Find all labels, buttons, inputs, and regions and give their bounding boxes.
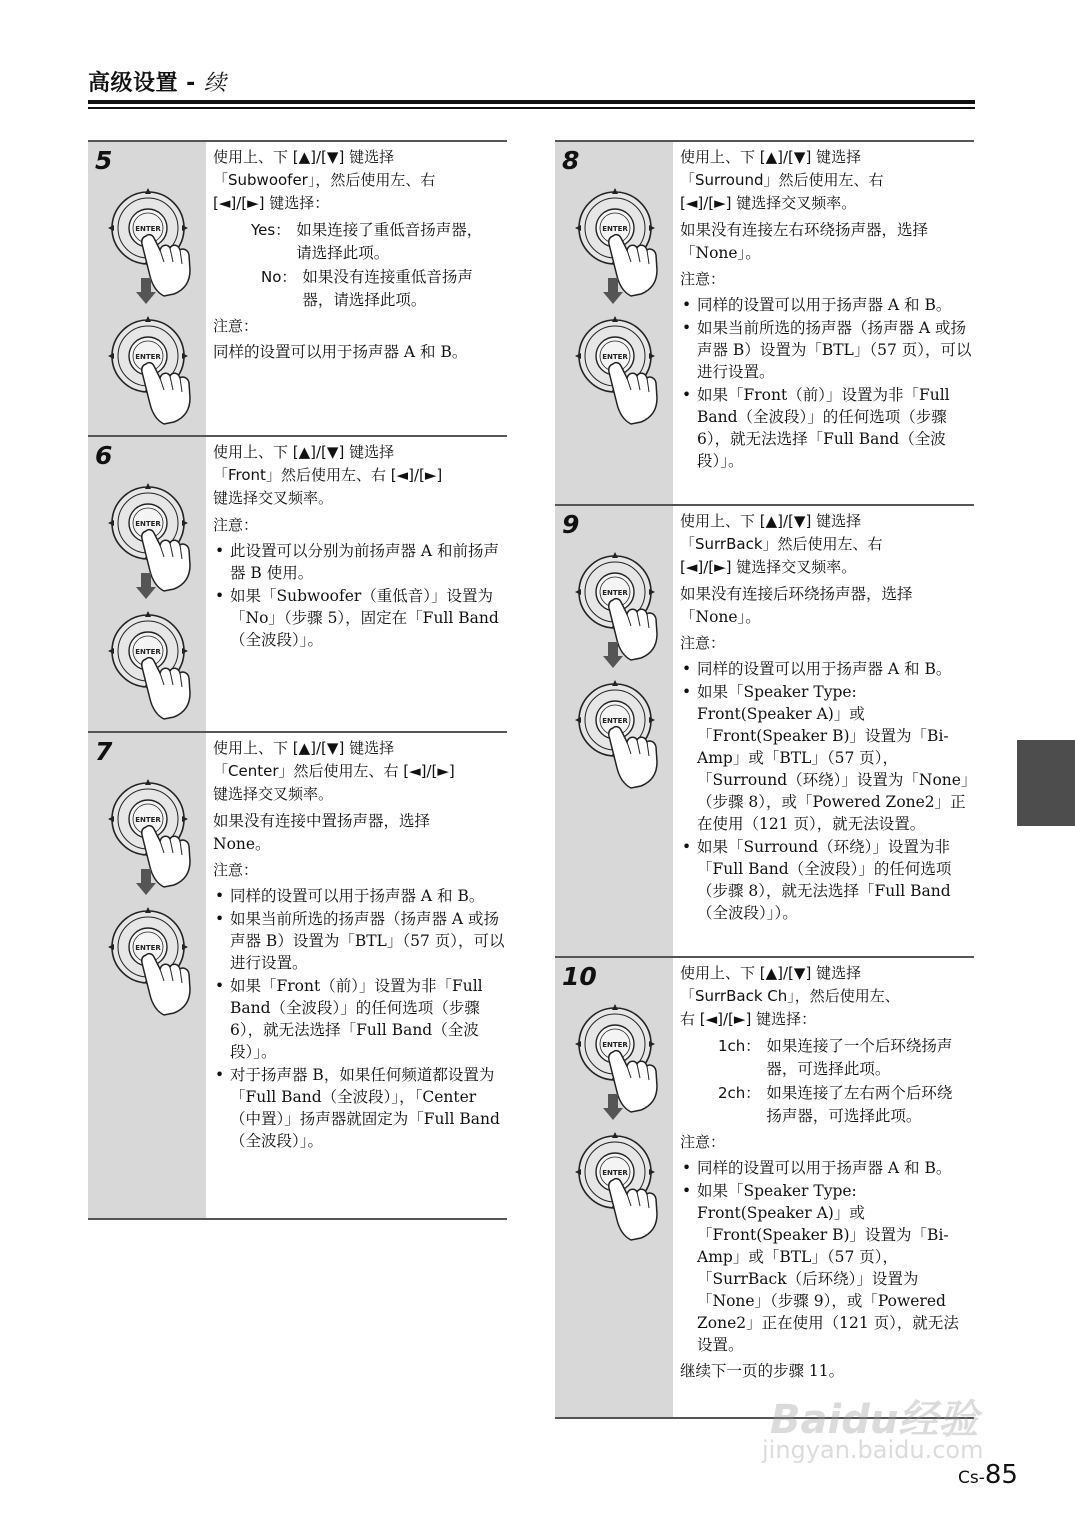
instruction-line: 使用上、下 [▲]/[▼] 键选择: [680, 964, 862, 982]
note-bullet: • 如果当前所选的扬声器（扬声器 A 或扬声器 B）设置为「BTL」（57 页），可以进行设置。: [213, 908, 505, 974]
remote-dial-enter-icon: [565, 670, 665, 792]
option-key: 2ch：: [718, 1084, 761, 1102]
step-instruction: [213, 737, 505, 806]
step-8: [555, 140, 974, 505]
step-7: [88, 731, 507, 1220]
step-extra-text: 如果没有连接中置扬声器，选择 None。: [213, 812, 431, 853]
remote-dial-enter-icon: [98, 306, 198, 428]
instruction-line: 键选择交叉频率。: [213, 489, 334, 507]
instruction-line: 「Center」然后使用左、右 [◄]/[►]: [213, 762, 455, 780]
page-number-prefix: Cs-: [958, 1468, 985, 1488]
step-10: [555, 956, 974, 1419]
step-6-illustration-panel: [88, 437, 206, 732]
page-number: [958, 1460, 1018, 1490]
chapter-tab-marker: [1017, 740, 1075, 826]
instruction-line: [◄]/[►] 键选择：: [213, 194, 330, 212]
step-10-illustration-panel: [555, 958, 673, 1417]
instruction-line: [◄]/[►] 键选择交叉频率。: [680, 558, 857, 576]
arrow-down-icon: [136, 278, 156, 306]
page-number-value: 85: [984, 1460, 1018, 1490]
note-label: 注意：: [213, 317, 259, 335]
step-instruction: [680, 146, 972, 215]
step-8-text: [673, 142, 974, 505]
instruction-line: 键选择交叉频率。: [213, 785, 334, 803]
instruction-line: 「Surround」然后使用左、右: [680, 171, 884, 189]
instruction-line: [◄]/[►] 键选择交叉频率。: [680, 194, 857, 212]
remote-dial-enter-icon: [565, 306, 665, 428]
note-bullet: • 如果当前所选的扬声器（扬声器 A 或扬声器 B）设置为「BTL」（57 页），可以进行设置。: [680, 317, 972, 383]
note-bullets: [680, 1157, 972, 1356]
option-2ch: [680, 1082, 972, 1128]
option-text: 如果连接了一个后环绕扬声器，可选择此项。: [766, 1037, 953, 1078]
note-label: 注意：: [680, 270, 726, 288]
arrow-down-icon: [603, 1094, 623, 1122]
header-rule-thin: [88, 107, 975, 109]
note-bullet: • 如果「Front（前）」设置为非「Full Band（全波段）」的任何选项（步骤 6），就无法选择「Full Band（全波段）」。: [680, 384, 972, 472]
step-instruction: [680, 962, 972, 1031]
option-yes: [213, 219, 505, 265]
step-10-text: [673, 958, 974, 1417]
option-no: [213, 266, 505, 312]
instruction-line: 「Front」然后使用左、右 [◄]/[►]: [213, 466, 443, 484]
note-label: 注意：: [213, 516, 259, 534]
note-bullet: • 此设置可以分别为前扬声器 A 和前扬声器 B 使用。: [213, 540, 505, 584]
step-5: [88, 140, 507, 436]
option-text: 如果没有连接重低音扬声器，请选择此项。: [302, 268, 473, 309]
note-bullet: • 如果「Speaker Type: Front(Speaker A)」或「Front(Speaker B)」设置为「Bi-Amp」或「BTL」（57 页），「SurrBack（后环绕）」设置为「None」（步骤 9），或「Powered Zone2」正在使用（121 页），就无法设置。: [680, 1180, 972, 1356]
header-continued: 续: [203, 71, 227, 96]
arrow-down-icon: [136, 573, 156, 601]
option-key: No：: [261, 268, 297, 286]
note-bullet: • 同样的设置可以用于扬声器 A 和 B。: [680, 658, 972, 680]
step-number: 10: [562, 962, 597, 991]
note-bullet: • 同样的设置可以用于扬声器 A 和 B。: [213, 885, 505, 907]
watermark-brand: Baidu经验: [770, 1397, 979, 1443]
step-5-illustration-panel: [88, 142, 206, 436]
instruction-line: 「Subwoofer」，然后使用左、右: [213, 171, 436, 189]
step-6: [88, 435, 507, 732]
note-bullets: [213, 885, 505, 1152]
continue-note: 继续下一页的步骤 11。: [680, 1362, 845, 1380]
instruction-line: 使用上、下 [▲]/[▼] 键选择: [213, 739, 395, 757]
note-bullet: • 如果「Surround（环绕）」设置为非「Full Band（全波段）」的任何选项（步骤 8），就无法选择「Full Band（全波段）」）。: [680, 836, 972, 924]
step-6-text: [206, 437, 507, 732]
step-instruction: [213, 441, 505, 510]
step-number: 9: [562, 510, 580, 539]
note-bullet: • 对于扬声器 B，如果任何频道都设置为「Full Band（全波段）」，「Center（中置）」扬声器就固定为「Full Band（全波段）」。: [213, 1064, 505, 1152]
step-number: 8: [562, 146, 580, 175]
step-extra-text: 如果没有连接左右环绕扬声器，选择「None」。: [680, 221, 929, 262]
header-title: 高级设置: [88, 71, 179, 96]
step-9-text: [673, 506, 974, 957]
step-number: 7: [95, 737, 113, 766]
remote-dial-enter-icon: [565, 1122, 665, 1244]
step-5-text: [206, 142, 507, 436]
remote-dial-enter-icon: [98, 897, 198, 1019]
note-label: 注意：: [680, 1133, 726, 1151]
step-instruction: [680, 510, 972, 579]
instruction-line: 使用上、下 [▲]/[▼] 键选择: [680, 512, 862, 530]
instruction-line: 「SurrBack Ch」，然后使用左、: [680, 987, 900, 1005]
note-text: 同样的设置可以用于扬声器 A 和 B。: [213, 343, 468, 361]
arrow-down-icon: [603, 642, 623, 670]
remote-dial-enter-icon: [98, 601, 198, 723]
watermark-url: jingyan.baidu.com: [762, 1436, 984, 1464]
arrow-down-icon: [136, 869, 156, 897]
option-key: 1ch：: [718, 1037, 761, 1055]
step-7-text: [206, 733, 507, 1218]
step-9-illustration-panel: [555, 506, 673, 957]
step-7-illustration-panel: [88, 733, 206, 1218]
step-number: 5: [95, 146, 113, 175]
step-extra-text: 如果没有连接后环绕扬声器，选择「None」。: [680, 585, 913, 626]
option-key: Yes：: [251, 221, 291, 239]
note-label: 注意：: [213, 861, 259, 879]
arrow-down-icon: [603, 278, 623, 306]
step-9: [555, 504, 974, 957]
note-bullets: [680, 294, 972, 472]
instruction-line: 使用上、下 [▲]/[▼] 键选择: [213, 148, 395, 166]
instruction-line: 右 [◄]/[►] 键选择：: [680, 1010, 817, 1028]
option-text: 如果连接了重低音扬声器，请选择此项。: [296, 221, 483, 262]
page-header: [88, 66, 226, 97]
instruction-line: 「SurrBack」然后使用左、右: [680, 535, 883, 553]
note-label: 注意：: [680, 634, 726, 652]
option-1ch: [680, 1035, 972, 1081]
note-bullets: [680, 658, 972, 924]
header-rule-thick: [88, 100, 975, 104]
option-text: 如果连接了左右两个后环绕扬声器，可选择此项。: [766, 1084, 953, 1125]
note-bullets: [213, 540, 505, 651]
header-separator: -: [178, 71, 204, 96]
note-bullet: • 同样的设置可以用于扬声器 A 和 B。: [680, 1157, 972, 1179]
note-bullet: • 同样的设置可以用于扬声器 A 和 B。: [680, 294, 972, 316]
instruction-line: 使用上、下 [▲]/[▼] 键选择: [680, 148, 862, 166]
step-number: 6: [95, 441, 113, 470]
note-bullet: • 如果「Front（前）」设置为非「Full Band（全波段）」的任何选项（步骤 6），就无法选择「Full Band（全波段）」。: [213, 975, 505, 1063]
note-bullet: • 如果「Speaker Type: Front(Speaker A)」或「Front(Speaker B)」设置为「Bi-Amp」或「BTL」（57 页），「Surround（环绕）」设置为「None」（步骤 8），或「Powered Zone2」正在使用（121 页），就无法设置。: [680, 681, 972, 835]
note-bullet: • 如果「Subwoofer（重低音）」设置为「No」（步骤 5），固定在「Full Band（全波段）」。: [213, 585, 505, 651]
step-8-illustration-panel: [555, 142, 673, 505]
step-instruction: [213, 146, 505, 215]
instruction-line: 使用上、下 [▲]/[▼] 键选择: [213, 443, 395, 461]
